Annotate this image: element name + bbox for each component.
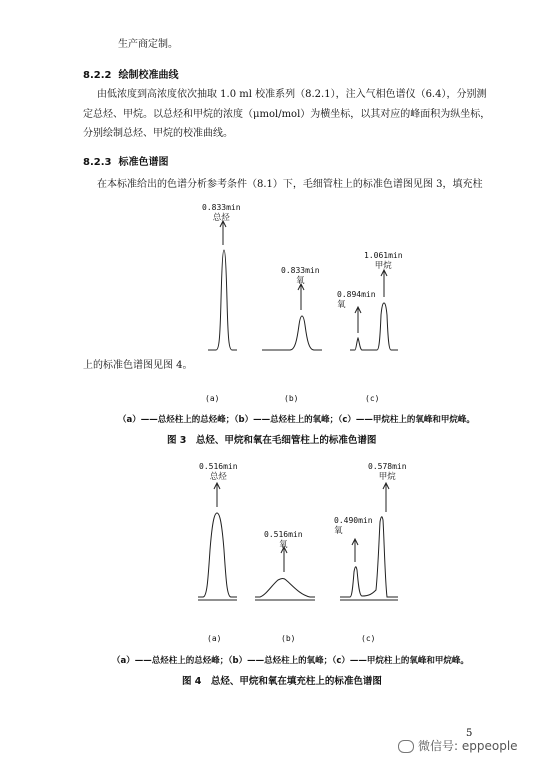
fig3-b-arrow [298, 284, 304, 310]
fig3-legend: （a）——总烃柱上的总烃峰；（b）——总烃柱上的氧峰；（c）——甲烷柱上的氧峰和甲烷峰。 [118, 415, 475, 425]
fig3-caption: 图 3 总烃、甲烷和氧在毛细管柱上的标准色谱图 [167, 435, 377, 446]
peak-time: 0.490min [334, 516, 373, 525]
fig4-sublabel-c: (c) [361, 634, 376, 643]
peak-time: 0.894min [337, 290, 376, 299]
fig4-c1-peak-label [334, 516, 373, 536]
fig3-c-trace [350, 303, 398, 350]
section-title: 绘制校准曲线 [118, 70, 179, 81]
fig4-a-arrow [214, 483, 220, 507]
peak-time: 0.516min [264, 530, 303, 539]
peak-name: 氧 [279, 540, 288, 550]
fig3-a-peak-label [202, 203, 241, 223]
fig4-b-arrow [281, 547, 287, 572]
paragraph-line: 在本标准给出的色谱分析参考条件（8.1）下，毛细管柱上的标准色谱图见图 3，填充柱 [97, 179, 483, 190]
section-number: 8.2.3 [83, 157, 112, 168]
fig4-a-peak-label [199, 462, 238, 482]
fig4-c2-arrow [383, 483, 389, 512]
fig4-c1-arrow [352, 539, 358, 562]
paragraph-line: 分别绘制总烃、甲烷的校准曲线。 [83, 128, 233, 139]
fig3-a-arrow [220, 221, 226, 245]
fig3-a-trace [208, 250, 237, 350]
peak-time: 0.516min [199, 462, 238, 471]
peak-name: 甲烷 [378, 472, 396, 482]
peak-name: 总烃 [209, 472, 227, 482]
fig3-c1-peak-label [337, 290, 376, 310]
peak-time: 0.578min [368, 462, 407, 471]
peak-name: 氧 [296, 276, 305, 286]
watermark [398, 737, 518, 754]
fig3-b-peak-label [281, 266, 320, 286]
peak-name: 氧 [337, 300, 346, 310]
top-line: 生产商定制。 [118, 39, 178, 50]
fig4-sublabel-a: (a) [207, 634, 222, 643]
peak-time: 0.833min [281, 266, 320, 275]
fig4-sublabel-b: (b) [281, 634, 296, 643]
peak-time: 1.061min [364, 251, 403, 260]
fig4-c2-peak-label [368, 462, 407, 482]
fig3-sublabel-b: (b) [284, 394, 299, 403]
page-number: 5 [466, 728, 473, 739]
paragraph-line: 定总烃、甲烷。以总烃和甲烷的浓度（μmol/mol）为横坐标，以其对应的峰面积为纵坐标， [83, 109, 491, 120]
fig4-b-trace [255, 579, 315, 598]
fig3-b-trace [262, 316, 322, 350]
fig3-sublabel-a: (a) [205, 394, 220, 403]
paragraph-line: 上的标准色谱图见图 4。 [83, 360, 193, 371]
section-number: 8.2.2 [83, 70, 112, 81]
peak-name: 甲烷 [374, 261, 392, 271]
peak-name: 氧 [334, 526, 343, 536]
fig4-a-trace [198, 513, 237, 597]
paragraph-line: 由低浓度到高浓度依次抽取 1.0 ml 校准系列（8.2.1），注入气相色谱仪（6.4），分别测 [97, 89, 487, 100]
fig4-b-peak-label [264, 530, 303, 550]
peak-time: 0.833min [202, 203, 241, 212]
watermark-text: 微信号: eppeople [418, 739, 518, 753]
fig3-c2-arrow [381, 270, 387, 297]
fig3-sublabel-c: (c) [365, 394, 380, 403]
section-title: 标准色谱图 [118, 157, 169, 168]
fig3-c1-arrow [355, 307, 361, 333]
peak-name: 总烃 [212, 213, 230, 223]
fig3-c2-peak-label [364, 251, 403, 271]
wechat-icon [398, 740, 414, 753]
fig4-legend: （a）——总烃柱上的总烃峰；（b）——总烃柱上的氧峰；（c）——甲烷柱上的氧峰和甲烷峰。 [112, 656, 469, 666]
fig4-caption: 图 4 总烃、甲烷和氧在填充柱上的标准色谱图 [182, 676, 382, 687]
